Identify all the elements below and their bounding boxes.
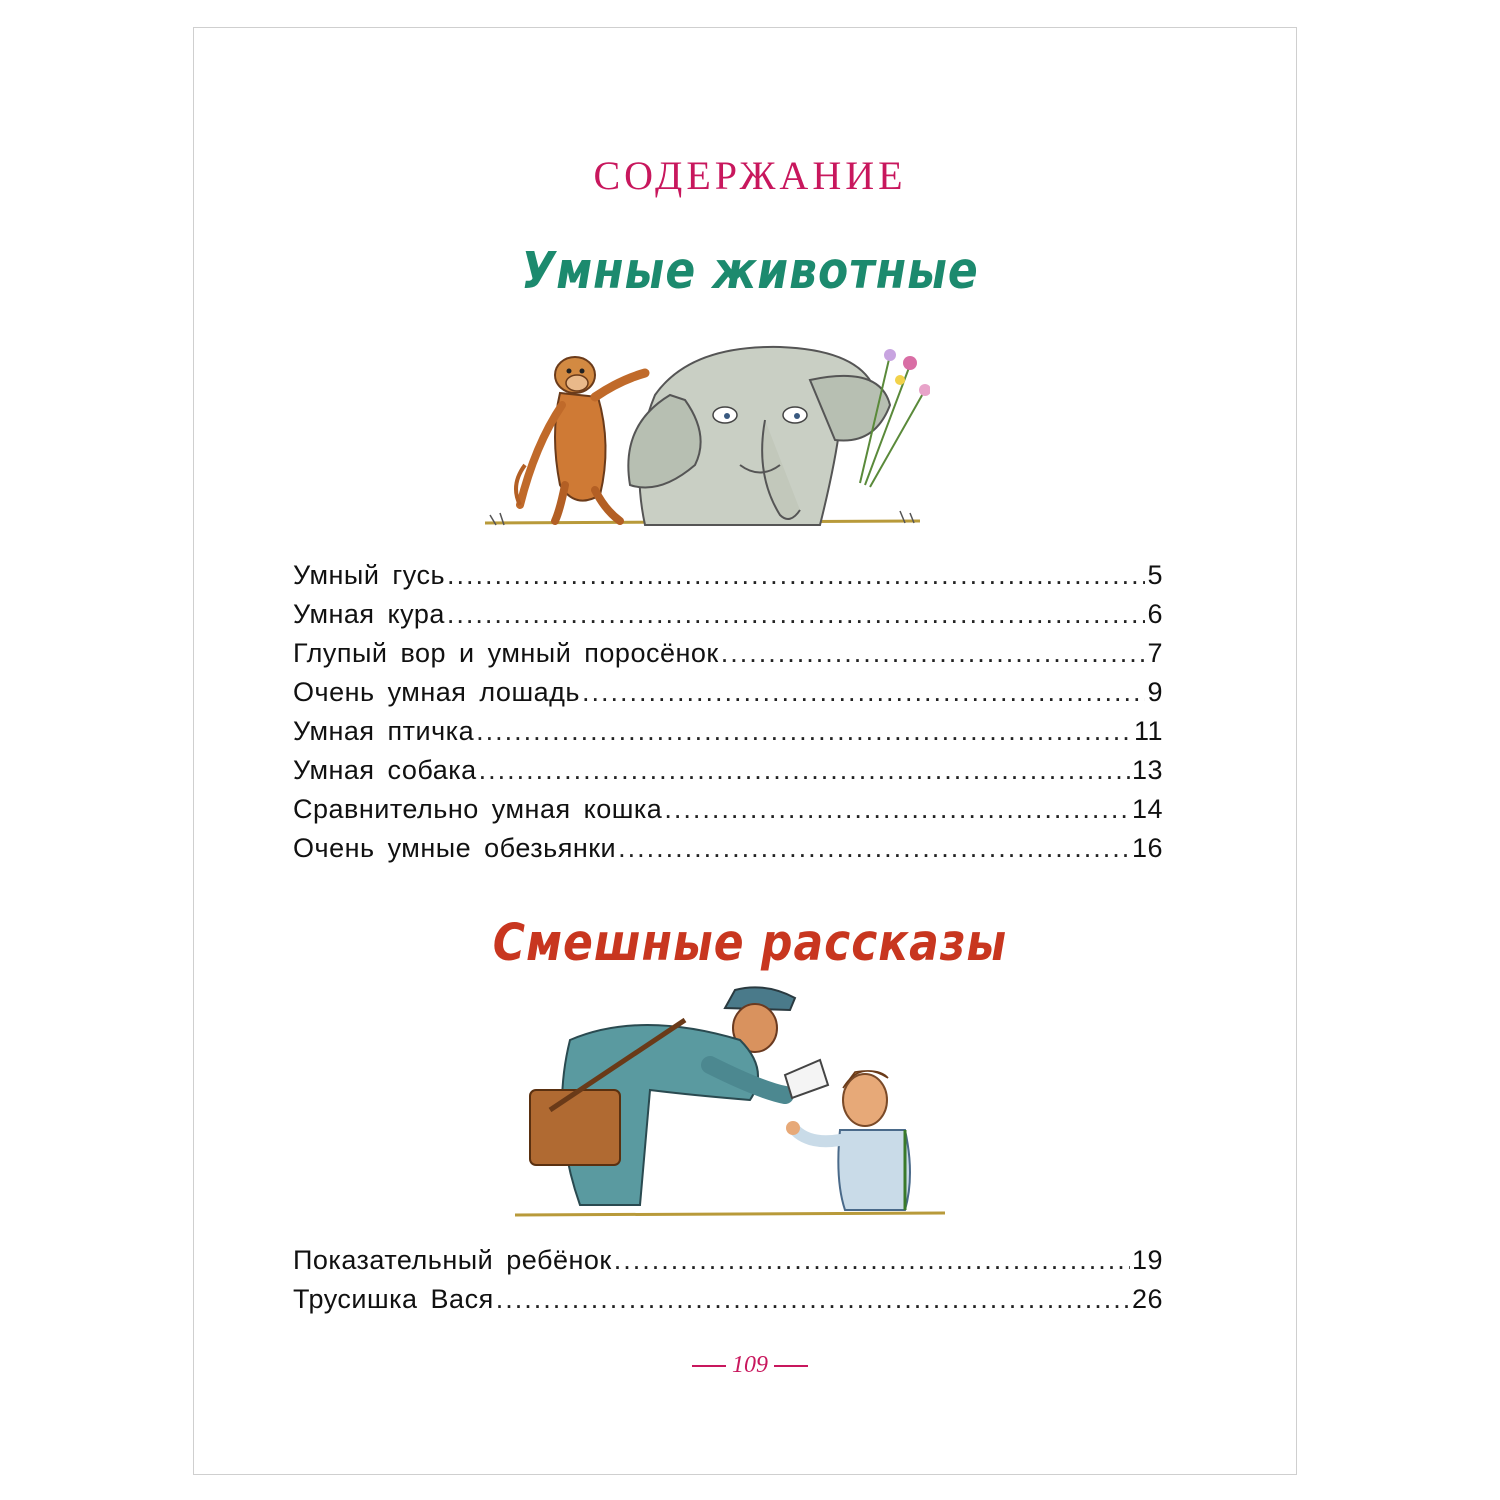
entry-title: Умная птичка	[293, 716, 475, 746]
leader-dots	[614, 1245, 1130, 1276]
toc-entry[interactable]	[293, 599, 1163, 638]
entry-page: 7	[1147, 638, 1163, 668]
entry-title: Сравнительно умная кошка	[293, 794, 663, 824]
toc-entry[interactable]	[293, 716, 1163, 755]
toc-entry[interactable]	[293, 1245, 1163, 1284]
ground-line	[515, 1213, 945, 1215]
toc-list-section-2	[293, 1245, 1163, 1323]
entry-title: Умный гусь	[293, 560, 446, 590]
monkey-figure	[516, 357, 645, 521]
entry-title: Очень умная лошадь	[293, 677, 580, 707]
folio-dash-left	[692, 1365, 726, 1367]
page-number-text: 109	[732, 1352, 768, 1378]
toc-entry[interactable]	[293, 638, 1163, 677]
section-title-smart-animals: Умные животные	[521, 242, 979, 301]
toc-entry[interactable]	[293, 1284, 1163, 1323]
leader-dots	[721, 638, 1146, 669]
entry-title: Глупый вор и умный поросёнок	[293, 638, 719, 668]
entry-page: 5	[1147, 560, 1163, 590]
leader-dots	[447, 599, 1146, 630]
entry-page: 16	[1131, 833, 1163, 863]
toc-entry[interactable]	[293, 833, 1163, 872]
leader-dots	[479, 755, 1130, 786]
entry-title: Показательный ребёнок	[293, 1245, 612, 1275]
leader-dots	[582, 677, 1146, 708]
entry-page: 26	[1131, 1284, 1163, 1314]
entry-title: Очень умные обезьянки	[293, 833, 617, 863]
toc-entry[interactable]	[293, 560, 1163, 599]
toc-entry[interactable]	[293, 794, 1163, 833]
postman-boy-illustration	[510, 980, 950, 1225]
monkey-elephant-illustration	[480, 335, 930, 535]
entry-page: 14	[1131, 794, 1163, 824]
toc-entry[interactable]	[293, 677, 1163, 716]
entry-page: 9	[1147, 677, 1163, 707]
entry-page: 13	[1131, 755, 1163, 785]
entry-page: 11	[1133, 716, 1163, 746]
leader-dots	[496, 1284, 1130, 1315]
section-title-funny-stories: Смешные рассказы	[492, 914, 1008, 973]
toc-list-section-1	[293, 560, 1163, 872]
leader-dots	[476, 716, 1132, 747]
page-number	[0, 1352, 1500, 1379]
elephant-figure	[628, 347, 890, 525]
entry-title: Умная кура	[293, 599, 445, 629]
entry-title: Умная собака	[293, 755, 477, 785]
leader-dots	[618, 833, 1130, 864]
leader-dots	[447, 560, 1145, 591]
postman-figure	[530, 987, 828, 1205]
folio-dash-right	[774, 1365, 808, 1367]
contents-title: СОДЕРЖАНИЕ	[593, 153, 907, 198]
leader-dots	[664, 794, 1130, 825]
entry-page: 19	[1131, 1245, 1163, 1275]
entry-page: 6	[1147, 599, 1163, 629]
entry-title: Трусишка Вася	[293, 1284, 494, 1314]
toc-entry[interactable]	[293, 755, 1163, 794]
